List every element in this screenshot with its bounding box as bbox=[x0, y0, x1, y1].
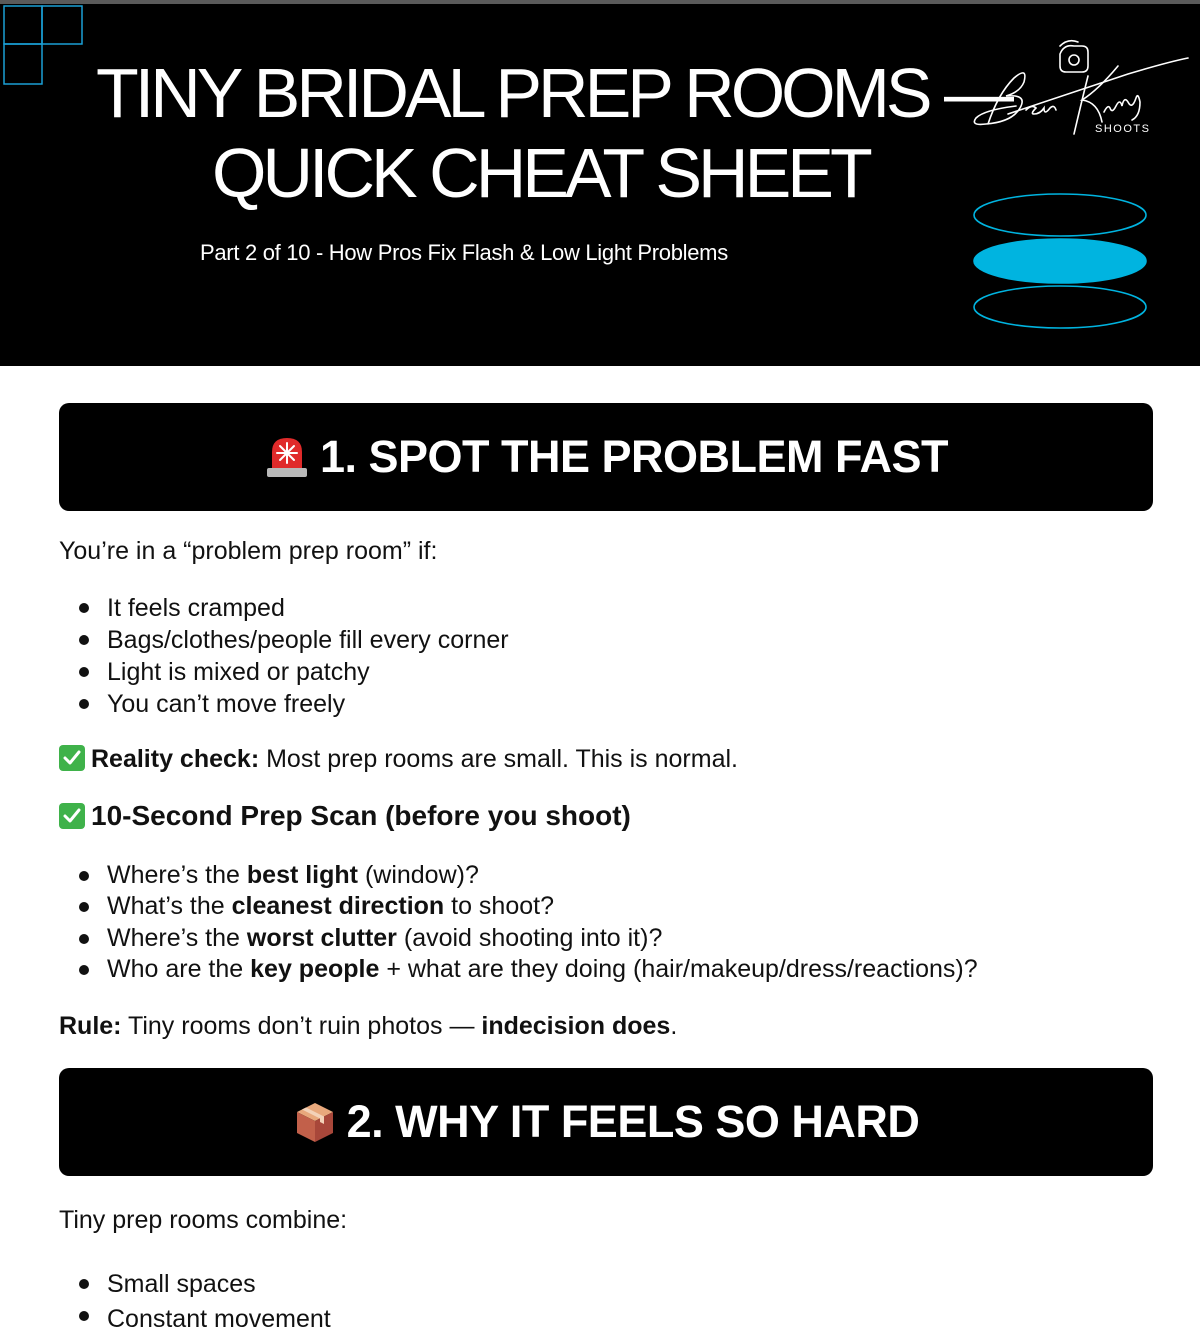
list-item: Constant movement bbox=[78, 1300, 331, 1338]
rule-line: Rule: Tiny rooms don’t ruin photos — indecision does. bbox=[59, 1012, 678, 1040]
section-1-intro: You’re in a “problem prep room” if: bbox=[59, 537, 438, 565]
reality-check-label: Reality check: bbox=[91, 745, 260, 773]
prep-scan-list bbox=[78, 860, 978, 985]
reality-check-line bbox=[59, 745, 738, 774]
page-title-line-2: QUICK CHEAT SHEET bbox=[212, 134, 869, 212]
section-2-title: 2. WHY IT FEELS SO HARD bbox=[346, 1096, 920, 1147]
corner-grid-decoration bbox=[0, 4, 90, 94]
section-2-bullet-list bbox=[78, 1268, 331, 1338]
section-2-banner bbox=[59, 1068, 1153, 1176]
page-subtitle: Part 2 of 10 - How Pros Fix Flash & Low Light Problems bbox=[200, 240, 728, 265]
section-1-bullet-list bbox=[78, 592, 509, 720]
check-icon bbox=[59, 745, 85, 771]
list-item: Where’s the best light (window)? bbox=[78, 860, 978, 891]
section-1-title: 1. SPOT THE PROBLEM FAST bbox=[319, 431, 949, 482]
package-icon bbox=[293, 1100, 337, 1144]
rule-label: Rule: bbox=[59, 1012, 122, 1040]
list-item: What’s the cleanest direction to shoot? bbox=[78, 891, 978, 922]
list-item: It feels cramped bbox=[78, 592, 509, 624]
prep-scan-heading bbox=[59, 800, 631, 832]
prep-scan-title: 10-Second Prep Scan (before you shoot) bbox=[91, 800, 631, 831]
page-title-line-1: TINY BRIDAL PREP ROOMS — bbox=[96, 54, 1011, 132]
list-item: Where’s the worst clutter (avoid shooting into it)? bbox=[78, 923, 978, 954]
brand-logo bbox=[968, 34, 1198, 144]
section-1-banner bbox=[59, 403, 1153, 511]
header bbox=[0, 4, 1200, 366]
list-item: Bags/clothes/people fill every corner bbox=[78, 624, 509, 656]
list-item: You can’t move freely bbox=[78, 688, 509, 720]
brand-tagline: SHOOTS bbox=[1095, 123, 1151, 135]
oval-stack-decoration bbox=[970, 190, 1160, 340]
check-icon bbox=[59, 803, 85, 829]
list-item: Light is mixed or patchy bbox=[78, 656, 509, 688]
reality-check-text: Most prep rooms are small. This is normal. bbox=[259, 745, 738, 773]
section-2-intro: Tiny prep rooms combine: bbox=[59, 1206, 348, 1234]
list-item: Small spaces bbox=[78, 1268, 331, 1300]
siren-icon bbox=[264, 434, 310, 480]
list-item: Who are the key people + what are they doing (hair/makeup/dress/reactions)? bbox=[78, 954, 978, 985]
